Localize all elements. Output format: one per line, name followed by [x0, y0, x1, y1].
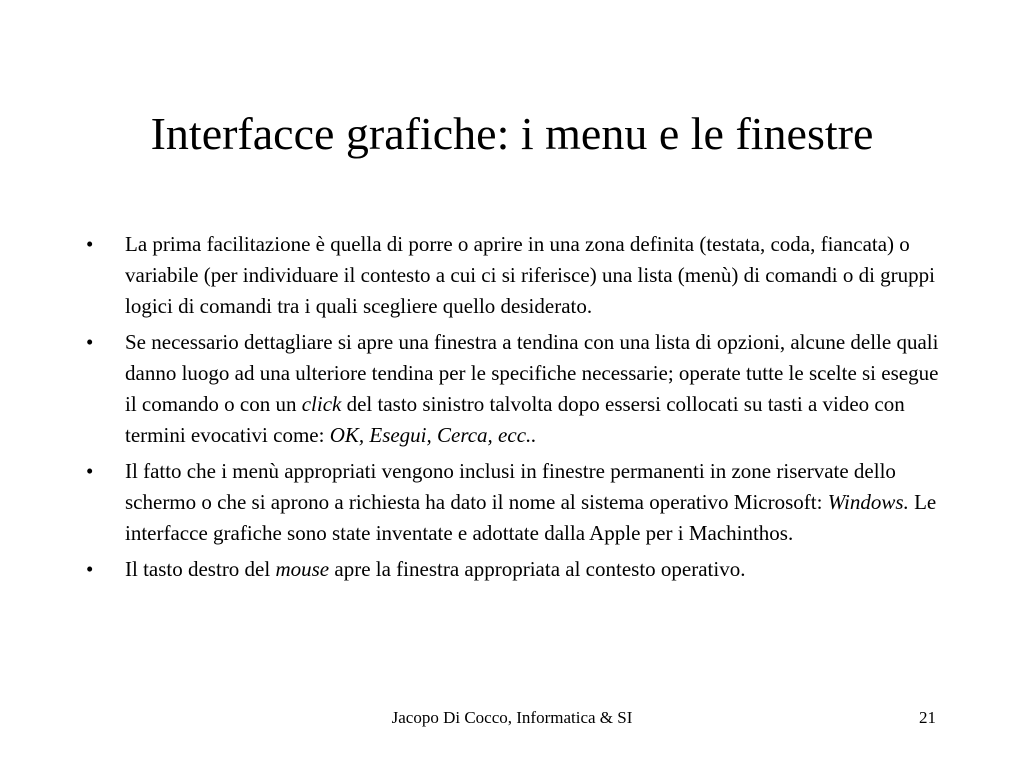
bullet-list — [86, 229, 946, 590]
bullet-text: Se necessario dettagliare si apre una finestra a tendina con una lista di opzioni, alcune delle quali danno luogo ad una ulteriore tendina per le specifiche necessarie; operate tutte le scelte si esegue il comando o con un — [125, 330, 939, 416]
bullet-text: Il tasto destro del — [125, 557, 276, 581]
bullet-text: del tasto sinistro talvolta dopo essersi collocati su tasti a video con termini evocativi come: — [125, 392, 905, 447]
footer-author: Jacopo Di Cocco, Informatica & SI — [391, 708, 633, 727]
bullet-icon: • — [86, 459, 94, 483]
bullet-text: Le interfacce grafiche sono state inventate e adottate dalla Apple per i Machinthos. — [125, 490, 937, 545]
page-number: 21 — [919, 708, 936, 727]
slide-title: Interfacce grafiche: i menu e le finestre — [150, 108, 874, 159]
bullet-italic-text: Windows. — [827, 490, 909, 514]
bullet-text: apre la finestra appropriata al contesto operativo. — [329, 557, 746, 581]
bullet-icon: • — [86, 557, 94, 581]
bullet-italic-text: mouse — [275, 557, 330, 581]
bullet-italic-text: OK, Esegui, Cerca, ecc.. — [329, 423, 537, 447]
bullet-text: Il fatto che i menù appropriati vengono inclusi in finestre permanenti in zone riservate dello schermo o che si aprono a richiesta ha dato il nome al sistema operativo Microsoft: — [125, 459, 896, 514]
bullet-text: La prima facilitazione è quella di porre o aprire in una zona definita (testata, coda, fiancata) o variabile (per individuare il contesto a cui ci si riferisce) una lista (menù) di comandi o di gruppi logici di comandi tra i quali scegliere quello desiderato. — [125, 232, 935, 318]
bullet-item — [86, 327, 946, 451]
bullet-italic-text: click — [301, 392, 342, 416]
bullet-item — [86, 554, 946, 585]
bullet-item — [86, 456, 946, 549]
bullet-icon: • — [86, 232, 94, 256]
bullet-item — [86, 229, 946, 322]
bullet-icon: • — [86, 330, 94, 354]
